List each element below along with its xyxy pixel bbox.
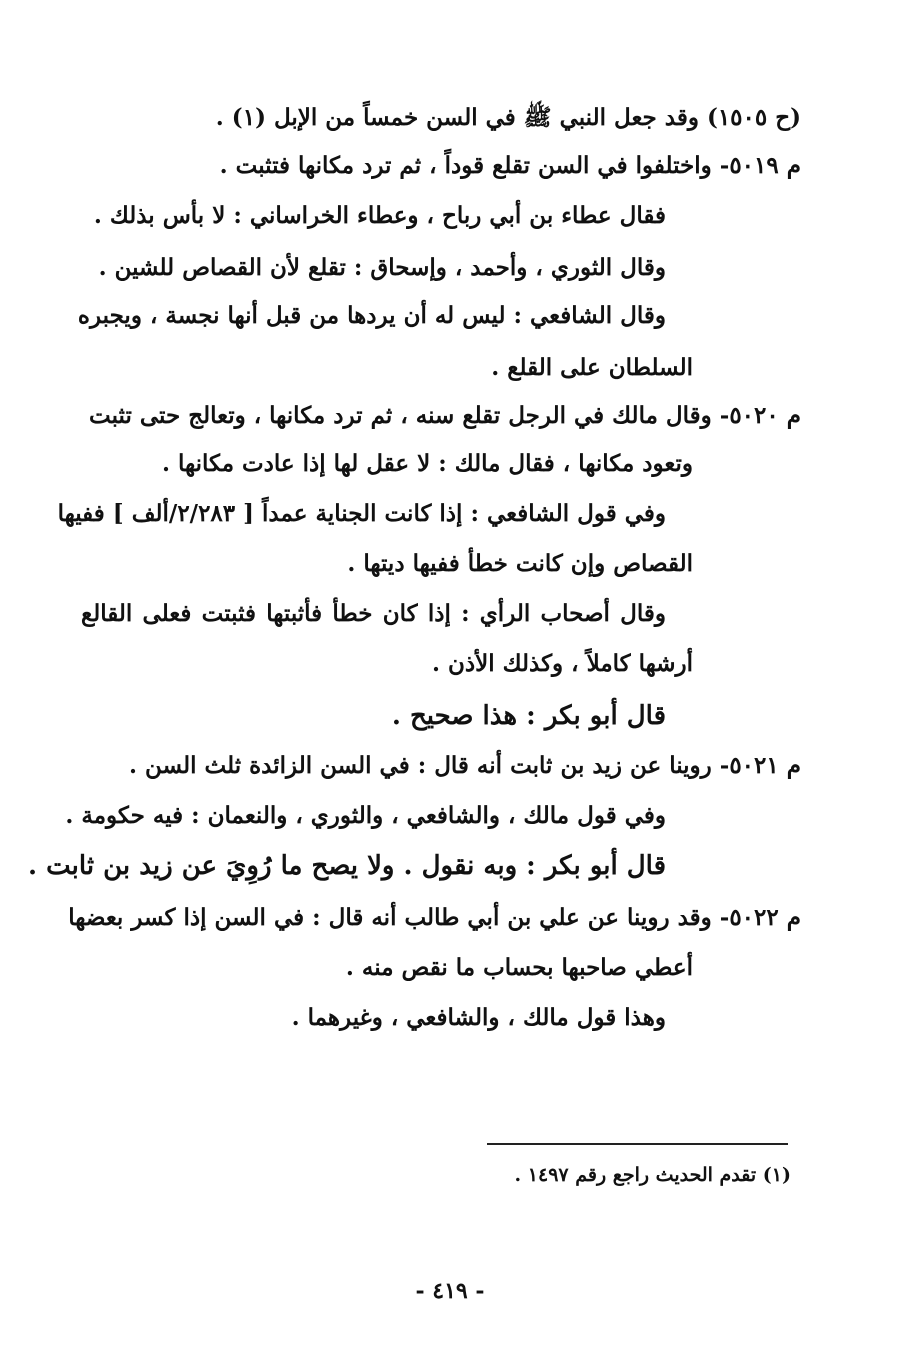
text-line-hadith-1505: (ح ١٥٠٥) وقد جعل النبي ﷺ في السن خمساً من الإبل (١) . (215, 104, 801, 131)
text-line-m5022-1: م ٥٠٢٢- وقد روينا عن علي بن أبي طالب أنه قال : في السن إذا كسر بعضها (68, 904, 801, 931)
text-line-m5021: م ٥٠٢١- روينا عن زيد بن ثابت أنه قال : في السن الزائدة ثلث السن . (129, 752, 801, 779)
text-line-shafii-1: وقال الشافعي : ليس له أن يردها من قبل أنها نجسة ، ويجبره (77, 302, 666, 329)
text-line-shafii-4: القصاص وإن كانت خطأ ففيها ديتها . (347, 550, 693, 577)
text-line-hadha-qawl: وهذا قول مالك ، والشافعي ، وغيرهما . (291, 1004, 666, 1031)
text-line-m5019: م ٥٠١٩- واختلفوا في السن تقلع قوداً ، ثم ترد مكانها فتثبت . (219, 152, 801, 179)
text-line-ashab-1: وقال أصحاب الرأي : إذا كان خطأ فأثبتها فثبتت فعلى القالع (81, 600, 666, 627)
text-line-m5022-2: أعطي صاحبها بحساب ما نقص منه . (345, 954, 693, 981)
text-line-m5020-1: م ٥٠٢٠- وقال مالك في الرجل تقلع سنه ، ثم ترد مكانها ، وتعالج حتى تثبت (89, 402, 801, 429)
text-line-shafii-2: السلطان على القلع . (491, 354, 693, 381)
text-line-m5020-2: وتعود مكانها ، فقال مالك : لا عقل لها إذا عادت مكانها . (161, 450, 693, 477)
text-line-malik-shafii: وفي قول مالك ، والشافعي ، والثوري ، والنعمان : فيه حكومة . (65, 802, 666, 829)
text-line-thawri: وقال الثوري ، وأحمد ، وإسحاق : تقلع لأن القصاص للشين . (98, 254, 666, 281)
footnote-divider (487, 1143, 788, 1145)
text-line-shafii-3: وفي قول الشافعي : إذا كانت الجناية عمداً [ ٢/٢٨٣/ألف ] ففيها (57, 500, 666, 527)
page-number: - ٤١٩ - (415, 1278, 485, 1304)
footnote: (١) تقدم الحديث راجع رقم ١٤٩٧ . (514, 1164, 791, 1186)
text-line-ashab-2: أرشها كاملاً ، وكذلك الأذن . (431, 650, 693, 677)
text-line-abu-bakr-1: قال أبو بكر : هذا صحيح . (391, 701, 666, 731)
text-line-ata: فقال عطاء بن أبي رباح ، وعطاء الخراساني : لا بأس بذلك . (93, 202, 666, 229)
text-line-abu-bakr-2: قال أبو بكر : وبه نقول . ولا يصح ما رُوِيَ عن زيد بن ثابت . (28, 851, 666, 881)
